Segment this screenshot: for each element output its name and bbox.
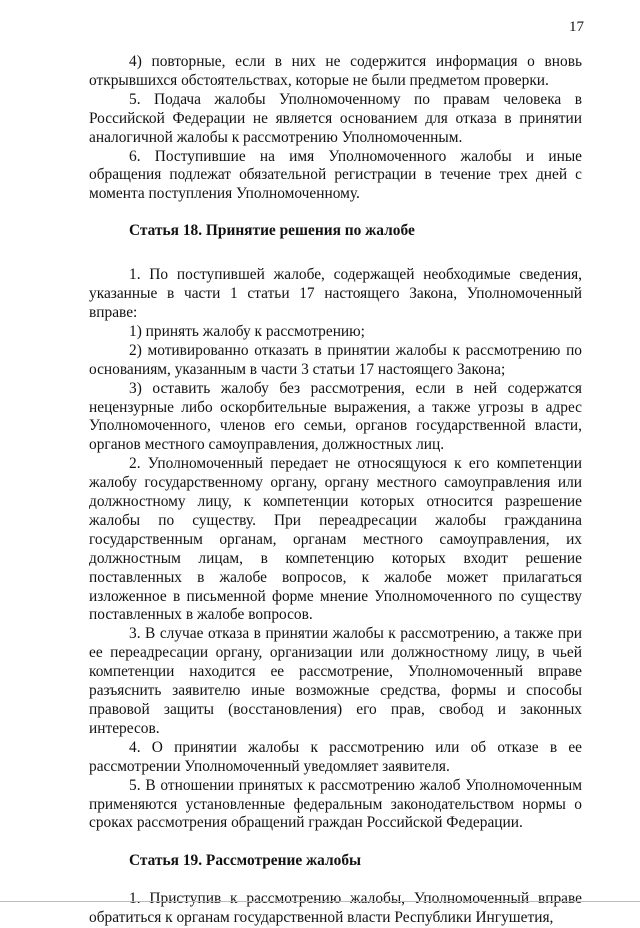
paragraph-part-5: 5. Подача жалобы Уполномоченному по правам человека в Российской Федерации не является основанием для отказа в принятии аналогичной жалобы к рассмотрению Уполномоченным. <box>89 90 582 146</box>
article-18-heading: Статья 18. Принятие решения по жалобе <box>129 222 415 240</box>
page-bottom-edge <box>0 901 640 905</box>
document-body <box>89 53 582 928</box>
article-18-part-3: 3. В случае отказа в принятии жалобы к рассмотрению, а также при ее переадресации органу, организации или должностному лицу, в чьей компетенции находится ее рассмотрение, Уполномоченный вправе разъяснить заявителю иные возможные средства, формы и способы правовой защиты (восстановления) его прав, свобод и законных интересов. <box>89 625 582 737</box>
article-18-list-item-2: 2) мотивированно отказать в принятии жалобы к рассмотрению по основаниям, указанным в части 3 статьи 17 настоящего Закона; <box>89 341 582 378</box>
paragraph-part-6: 6. Поступившие на имя Уполномоченного жалобы и иные обращения подлежат обязательной регистрации в течение трех дней с момента поступления Уполномоченному. <box>89 147 582 203</box>
article-18-part-5: 5. В отношении принятых к рассмотрению жалоб Уполномоченным применяются установленные федеральным законодательством нормы о сроках рассмотрения обращений граждан Российской Федерации. <box>89 776 582 832</box>
paragraph-item-4: 4) повторные, если в них не содержится информация о вновь открывшихся обстоятельствах, которые не были предметом проверки. <box>89 53 582 89</box>
page-number: 17 <box>569 19 584 35</box>
article-18-list-item-3: 3) оставить жалобу без рассмотрения, если в ней содержатся нецензурные либо оскорбительные выражения, а также угрозы в адрес Уполномоченного, членов его семьи, органов государственной власти, органов местного самоуправления, должностных лиц. <box>89 379 582 454</box>
article-18-part-2: 2. Уполномоченный передает не относящуюся к его компетенции жалобу государственному органу, органу местного самоуправления или должностному лицу, к компетенции которых относится разрешение жалобы по существу. При переадресации жалобы гражданина государственным органам, органам местного самоуправления, их должностным лицам, в компетенцию которых входит решение поставленных в жалобе вопросов, к жалобе может прилагаться изложенное в письменной форме мнение Уполномоченного по существу поставленных в жалобе вопросов. <box>89 455 582 624</box>
article-18-part-4: 4. О принятии жалобы к рассмотрению или об отказе в ее рассмотрении Уполномоченный уведомляет заявителя. <box>89 738 582 775</box>
article-19-heading: Статья 19. Рассмотрение жалобы <box>129 852 362 870</box>
article-18-part-1: 1. По поступившей жалобе, содержащей необходимые сведения, указанные в части 1 статьи 17 настоящего Закона, Уполномоченный вправе: <box>89 266 582 321</box>
article-18-list-item-1: 1) принять жалобу к рассмотрению; <box>129 322 365 340</box>
article-19-part-1: 1. Приступив к рассмотрению жалобы, Уполномоченный вправе обратиться к органам государственной власти Республики Ингушетия, <box>89 890 582 927</box>
